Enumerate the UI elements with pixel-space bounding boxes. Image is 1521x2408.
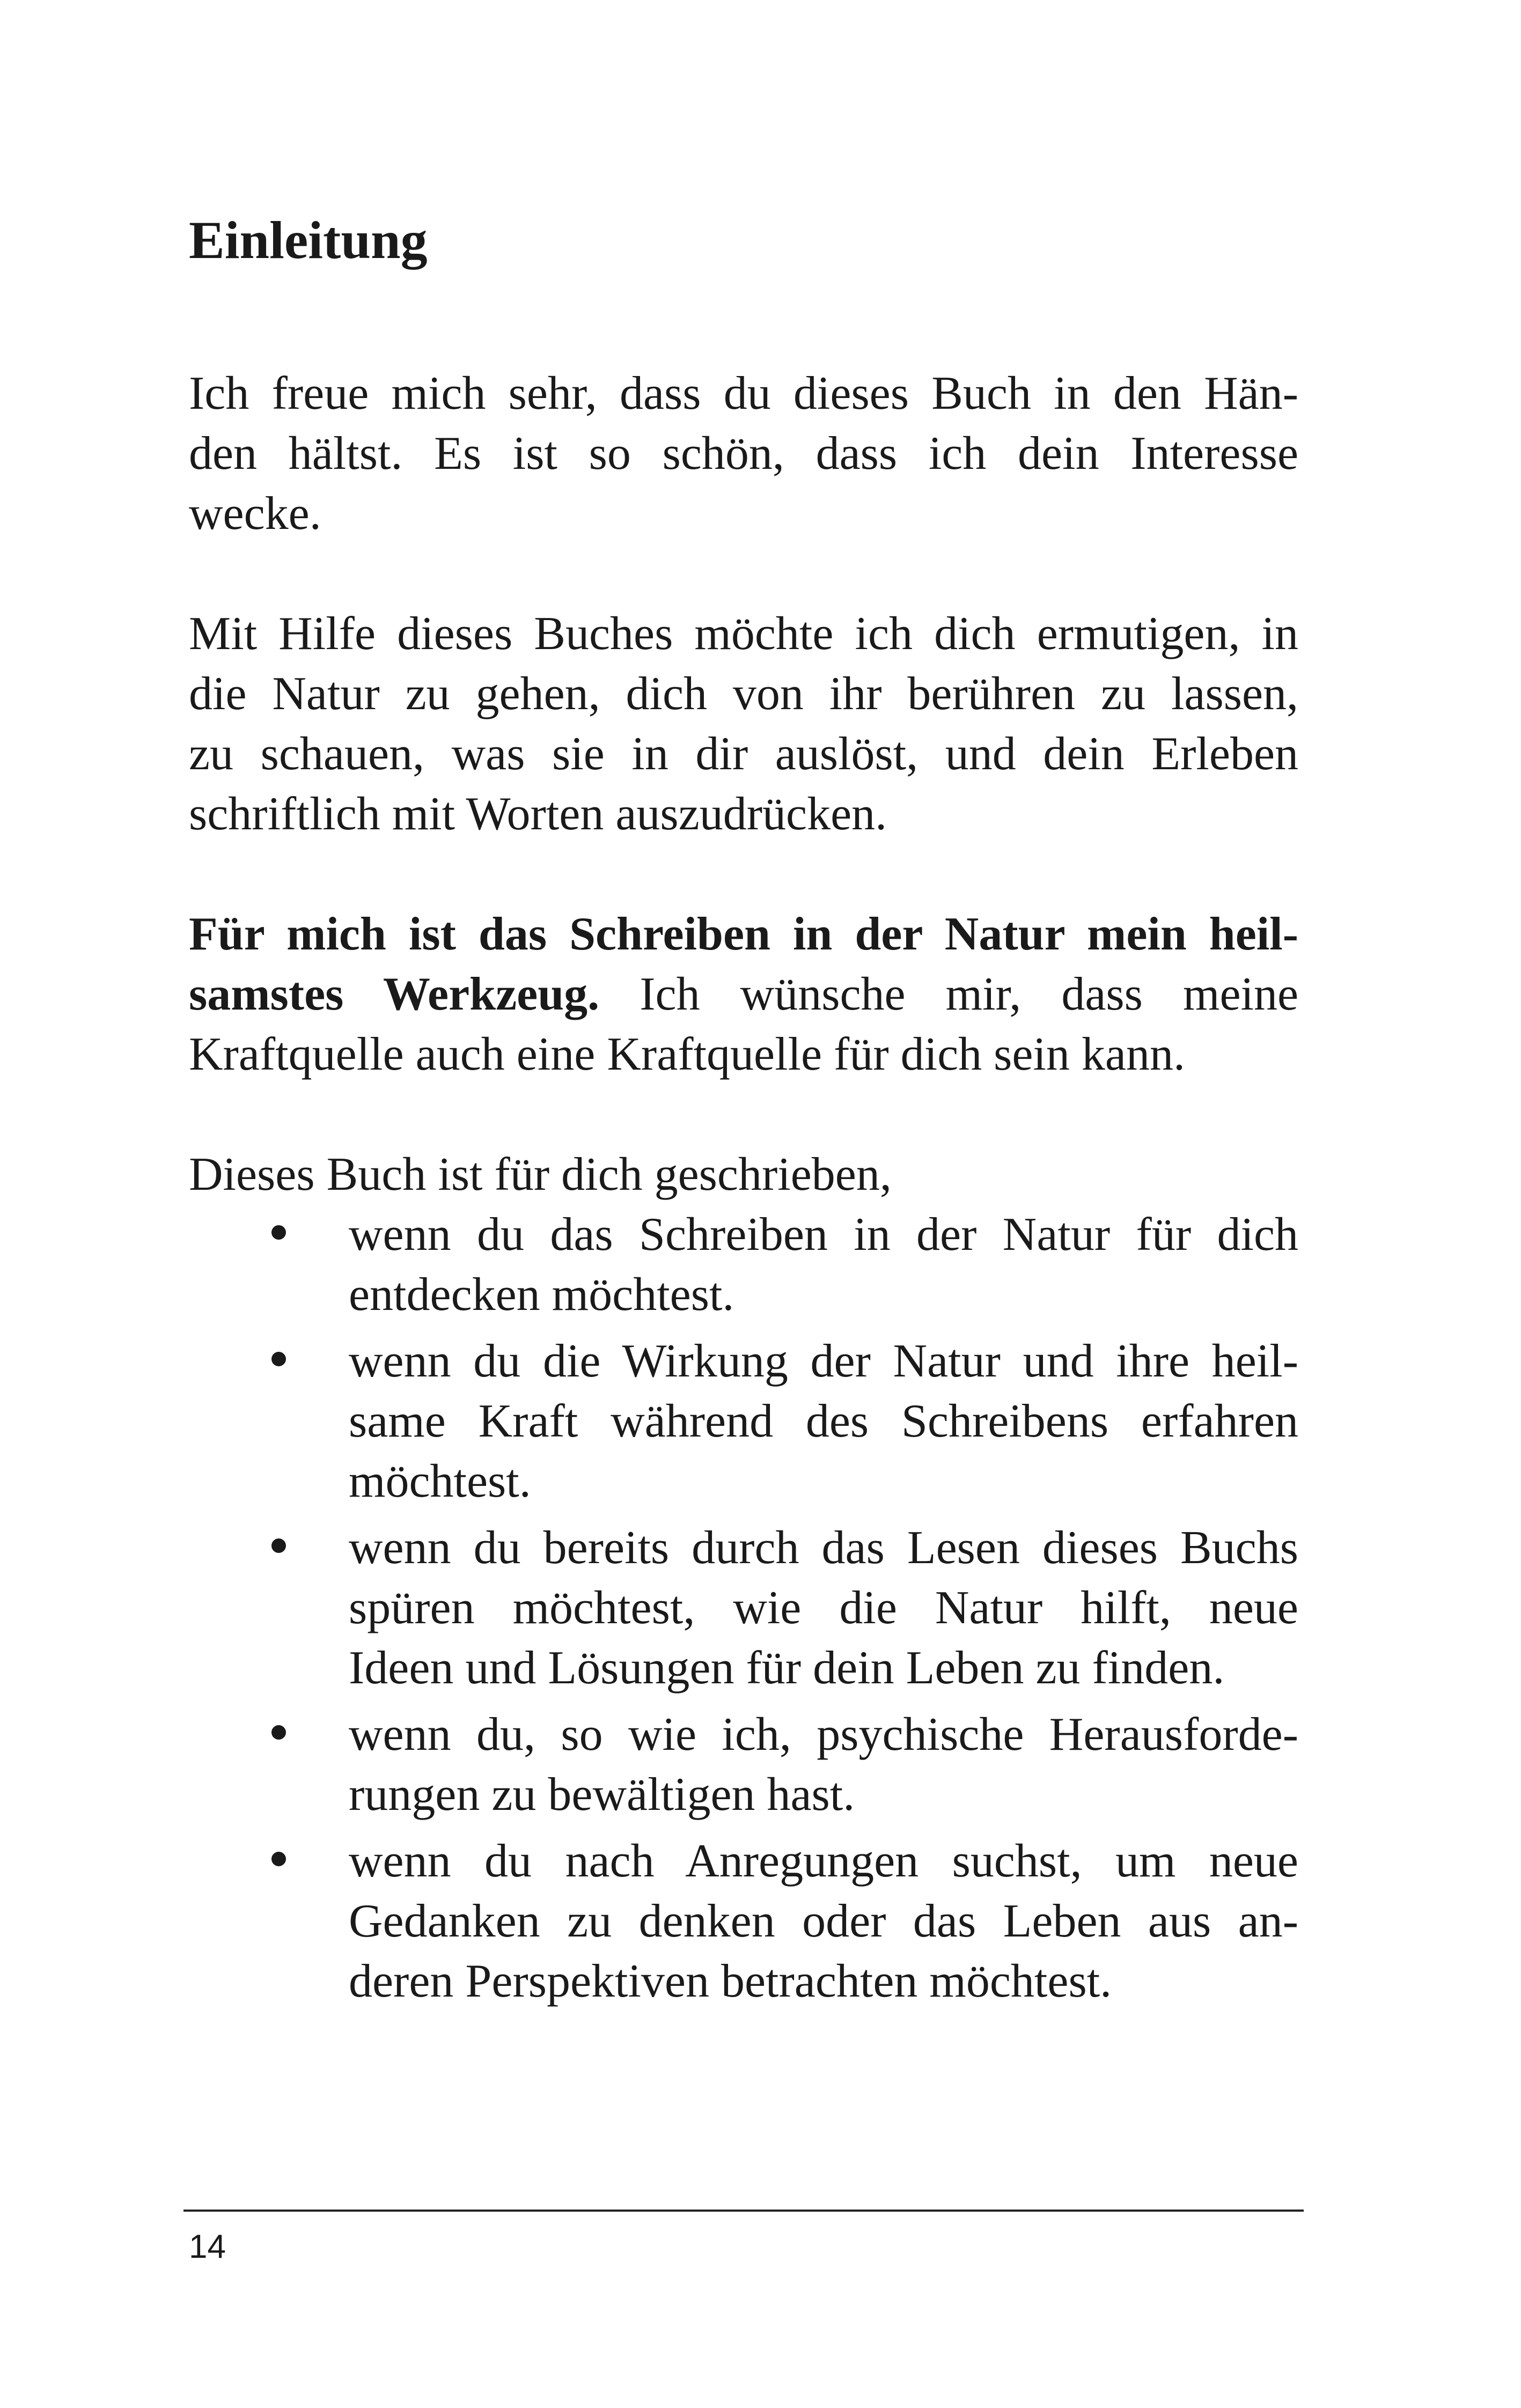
- page-number: 14: [189, 2228, 226, 2265]
- paragraph-line: schriftlich mit Worten auszudrücken.: [189, 788, 887, 840]
- list-item-line: wenn du das Schreiben in der Natur für dich: [349, 1209, 1298, 1261]
- list-item: [189, 1705, 1298, 1825]
- list-item-line: rungen zu bewältigen hast.: [349, 1769, 855, 1821]
- paragraph-line-rest: Ich wünsche mir, dass meine: [599, 968, 1299, 1020]
- bullet-icon: [271, 1852, 286, 1866]
- paragraph-line: Kraftquelle auch eine Kraftquelle für dich sein kann.: [189, 1028, 1185, 1080]
- list-item-line: entdecken möchtest.: [349, 1269, 734, 1321]
- list-item-line: wenn du die Wirkung der Natur und ihre heil-: [349, 1335, 1298, 1387]
- bullet-icon: [271, 1225, 286, 1240]
- footer-divider: [183, 2210, 1304, 2212]
- list-item-line: Gedanken zu denken oder das Leben aus an-: [349, 1895, 1298, 1947]
- list-item-line: spüren möchtest, wie die Natur hilft, neue: [349, 1582, 1298, 1634]
- paragraph-line: Mit Hilfe dieses Buches möchte ich dich ermutigen, in: [189, 608, 1298, 660]
- list-intro: Dieses Buch ist für dich geschrieben,: [189, 1148, 892, 1201]
- bullet-icon: [271, 1725, 286, 1740]
- bold-statement-end: samstes Werkzeug.: [189, 968, 600, 1020]
- paragraph-2: [189, 604, 1298, 844]
- paragraph-3: [189, 904, 1298, 1085]
- bullet-list: [189, 1205, 1298, 2012]
- list-item-line: möchtest.: [349, 1455, 531, 1507]
- paragraph-line: [189, 964, 1298, 1025]
- list-item-line: Ideen und Lösungen für dein Leben zu finden.: [349, 1642, 1225, 1694]
- list-item: [189, 1331, 1298, 1512]
- bullet-icon: [271, 1538, 286, 1553]
- page-body: [189, 364, 1298, 2018]
- bold-statement-line: Für mich ist das Schreiben in der Natur mein heil-: [189, 908, 1298, 960]
- paragraph-line: Ich freue mich sehr, dass du dieses Buch in den Hän-: [189, 367, 1298, 419]
- list-item-line: same Kraft während des Schreibens erfahren: [349, 1395, 1298, 1447]
- list-item-line: wenn du, so wie ich, psychische Herausforde-: [349, 1709, 1298, 1761]
- list-item-line: wenn du nach Anregungen suchst, um neue: [349, 1835, 1298, 1887]
- paragraph-line: den hältst. Es ist so schön, dass ich dein Interesse: [189, 428, 1298, 480]
- paragraph-line: wecke.: [189, 488, 321, 540]
- list-item: [189, 1518, 1298, 1698]
- paragraph-line: die Natur zu gehen, dich von ihr berühren zu lassen,: [189, 668, 1298, 720]
- paragraph-1: [189, 364, 1298, 544]
- paragraph-line: zu schauen, was sie in dir auslöst, und dein Erleben: [189, 728, 1298, 780]
- bullet-icon: [271, 1352, 286, 1366]
- list-item: [189, 1205, 1298, 1325]
- list-item-line: wenn du bereits durch das Lesen dieses Buchs: [349, 1522, 1298, 1574]
- list-item-line: deren Perspektiven betrachten möchtest.: [349, 1955, 1112, 2007]
- chapter-heading: Einleitung: [189, 210, 428, 270]
- list-item: [189, 1831, 1298, 2012]
